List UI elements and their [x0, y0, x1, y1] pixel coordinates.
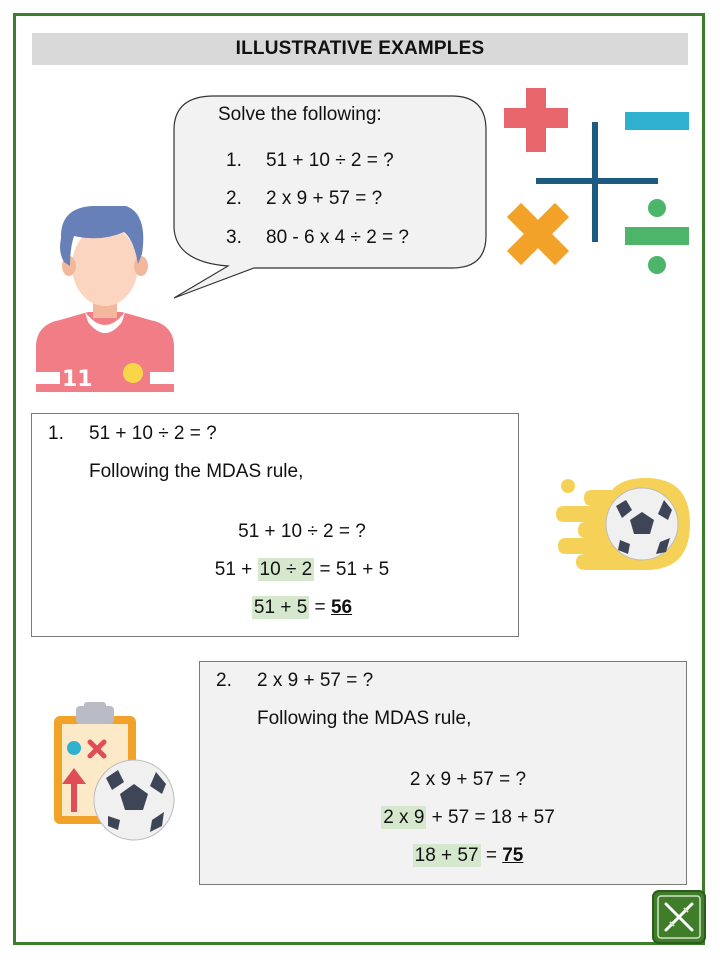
example-2-step-2	[200, 807, 720, 829]
example-2-answer: 75	[502, 845, 524, 866]
step-text: =	[480, 845, 503, 866]
step-text: = 51 + 5	[314, 559, 390, 580]
player-icon	[30, 204, 180, 394]
flying-soccer-ball-icon	[556, 474, 690, 574]
highlighted-operation: 18 + 57	[414, 845, 479, 866]
example-2-question: 2 x 9 + 57 = ?	[257, 670, 374, 691]
example-1-step-3	[32, 597, 572, 619]
question-number: 1.	[226, 150, 242, 171]
bubble-question-1	[226, 150, 394, 172]
bubble-question-2	[226, 188, 382, 210]
example-2-step-1: 2 x 9 + 57 = ?	[409, 769, 527, 790]
question-number: 3.	[226, 227, 242, 248]
question-expression: 2 x 9 + 57 = ?	[266, 188, 383, 209]
example-1-step-2	[32, 559, 572, 581]
question-expression: 80 - 6 x 4 ÷ 2 = ?	[266, 227, 409, 248]
question-number: 2.	[226, 188, 242, 209]
example-1-rule: Following the MDAS rule,	[89, 461, 304, 482]
step-text: 51 +	[214, 559, 258, 580]
example-1-question: 51 + 10 ÷ 2 = ?	[89, 423, 217, 444]
example-1-number: 1.	[48, 423, 64, 444]
highlighted-operation: 2 x 9	[383, 807, 425, 828]
page-title: ILLUSTRATIVE EXAMPLES	[32, 33, 688, 65]
jersey-number: 11	[62, 367, 93, 392]
question-expression: 51 + 10 ÷ 2 = ?	[266, 150, 394, 171]
math-operators-icon	[500, 88, 694, 278]
example-2-step-3	[200, 845, 720, 867]
bubble-question-3	[226, 227, 409, 249]
example-2-box	[199, 661, 687, 885]
highlighted-operation: 10 ÷ 2	[259, 559, 313, 580]
example-2-number: 2.	[216, 670, 232, 691]
example-1-step-1: 51 + 10 ÷ 2 = ?	[238, 521, 366, 542]
logo-icon	[652, 890, 706, 944]
step-text: =	[309, 597, 331, 618]
example-1-answer: 56	[330, 597, 353, 618]
example-2-rule: Following the MDAS rule,	[257, 708, 472, 729]
clipboard-soccer-icon	[50, 702, 178, 844]
highlighted-operation: 51 + 5	[253, 597, 308, 618]
example-1-box	[31, 413, 519, 637]
bubble-heading: Solve the following:	[218, 104, 382, 125]
step-text: + 57 = 18 + 57	[426, 807, 555, 828]
